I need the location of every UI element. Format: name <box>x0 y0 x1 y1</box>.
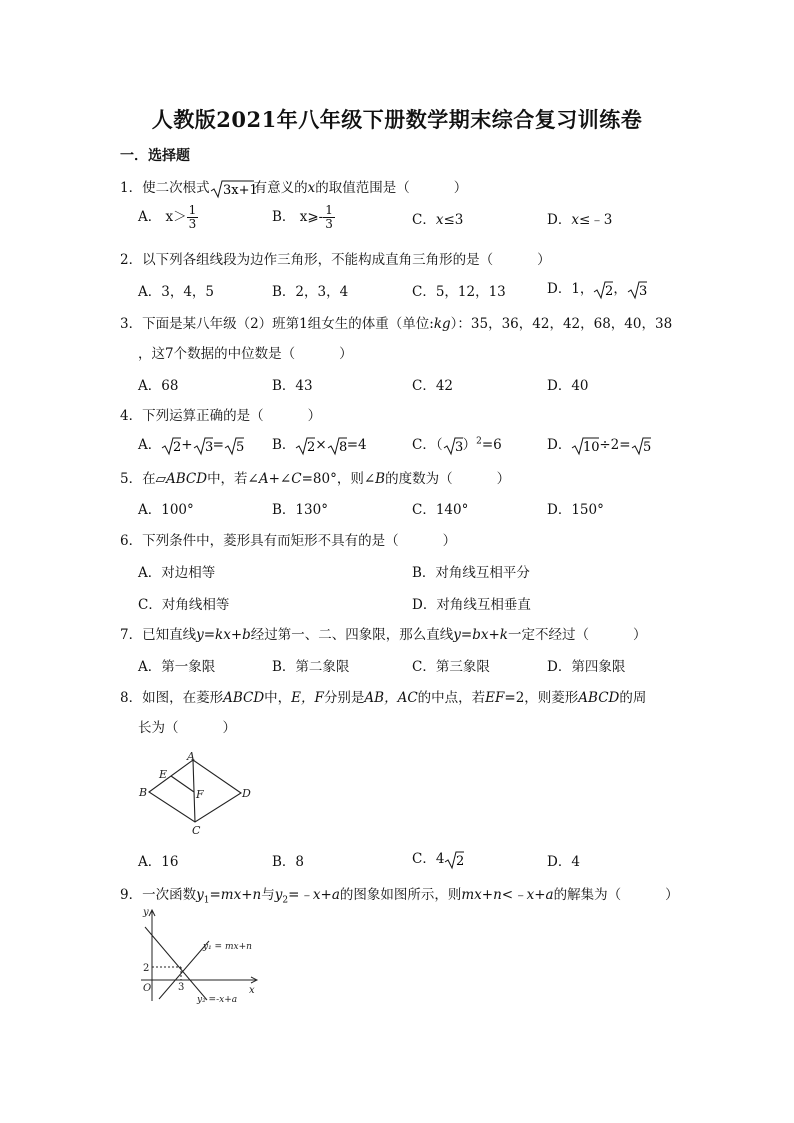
option-a[interactable]: A．16 <box>138 854 179 870</box>
variable: x <box>307 180 316 196</box>
option-d[interactable]: D．4 <box>547 854 580 870</box>
question-6 <box>120 529 456 549</box>
question-text: ） <box>442 533 457 549</box>
question-text: ） <box>339 346 353 362</box>
option-a[interactable]: A．68 <box>138 378 179 394</box>
question-text: 如图，在菱形 <box>142 690 224 706</box>
question-text: 与 <box>261 887 275 903</box>
question-text: ） <box>665 887 679 903</box>
sqrt-icon <box>295 436 315 456</box>
option-b[interactable]: B．2，3，4 <box>272 284 349 300</box>
question-8-line-2 <box>138 716 236 736</box>
question-text: 的周 <box>619 690 647 706</box>
sqrt-icon <box>193 436 213 456</box>
page-title: 人教版2021年八年级下册数学期末综合复习训练卷 <box>151 107 643 132</box>
variable: ABCD <box>578 690 620 706</box>
label-f: F <box>196 788 204 801</box>
question-text: 的解集为（ <box>553 887 622 903</box>
sqrt-icon <box>210 179 258 199</box>
option-b[interactable]: B．第二象限 <box>272 659 350 675</box>
question-number: 1． <box>120 180 143 196</box>
question-text: ） <box>537 252 551 268</box>
section-heading: 一．选择题 <box>120 148 190 164</box>
radicand: 8 <box>338 439 348 455</box>
variable: x <box>571 212 579 228</box>
subscript: 2 <box>282 895 289 906</box>
question-number: 9． <box>120 887 143 903</box>
operator: =6 <box>481 437 502 453</box>
option-b[interactable] <box>272 433 367 456</box>
sqrt-icon <box>593 280 613 300</box>
question-text: 的度数为（ <box>385 471 453 487</box>
radicand: 3 <box>454 439 463 455</box>
option-label: D． <box>547 437 572 453</box>
option-c[interactable] <box>412 208 463 228</box>
options-8 <box>138 850 698 872</box>
variable: B <box>375 471 386 487</box>
label-b: B <box>139 786 148 799</box>
question-3-line-2 <box>138 342 353 362</box>
sqrt-icon <box>161 436 181 456</box>
variable: E，F <box>291 690 324 706</box>
radicand: 10 <box>583 439 600 455</box>
fraction <box>323 204 335 231</box>
label-3: 3 <box>178 982 185 993</box>
options-2 <box>138 280 698 302</box>
question-5 <box>120 467 510 487</box>
option-label: B． <box>272 209 296 225</box>
equation: =mx+n <box>209 887 262 903</box>
fraction <box>187 204 199 231</box>
radicand: 3x+1 <box>222 182 258 198</box>
option-text: x＞ <box>165 209 187 225</box>
option-b[interactable]: B．43 <box>272 378 313 394</box>
question-9 <box>120 883 679 906</box>
option-c[interactable] <box>412 847 464 870</box>
radicand: 5 <box>235 439 245 455</box>
option-c[interactable] <box>412 433 502 456</box>
sqrt-icon <box>627 280 647 300</box>
question-text: 以下列各组线段为边作三角形，不能构成直角三角形的是（ <box>142 252 494 268</box>
operator: ÷2= <box>599 437 631 453</box>
question-text: 一次函数 <box>142 887 197 903</box>
option-text: x⩾- <box>299 209 324 225</box>
options-6-row-2 <box>138 593 698 615</box>
option-label: D． <box>547 212 572 228</box>
numerator: 1 <box>188 203 197 217</box>
option-label: C．（ <box>412 437 443 453</box>
question-text: ） <box>496 471 511 487</box>
option-label: B． <box>272 437 296 453</box>
label-c: C <box>192 824 201 837</box>
option-label: A． <box>138 209 162 225</box>
option-text: ≤﹣3 <box>578 212 613 228</box>
operator: =4 <box>346 437 367 453</box>
question-text: 下列条件中，菱形具有而矩形不具有的是（ <box>142 533 399 549</box>
question-text: 的中点，若 <box>417 690 486 706</box>
question-text: 一定不经过（ <box>507 627 589 643</box>
question-number: 7． <box>120 627 143 643</box>
question-2 <box>120 248 551 268</box>
label-a: A <box>187 750 195 763</box>
operator: × <box>315 437 327 453</box>
option-c[interactable]: C．140° <box>412 502 469 518</box>
option-c[interactable]: C．5，12，13 <box>412 284 506 300</box>
option-d[interactable] <box>547 277 647 300</box>
variable: y <box>274 887 283 903</box>
line-y2 <box>145 927 207 1000</box>
question-text: ）：35，36，42，42，68，40，38 <box>450 316 673 332</box>
option-text: ） <box>462 437 477 453</box>
question-number: 3． <box>120 316 143 332</box>
options-1 <box>138 203 698 231</box>
question-text: 的取值范围是（ <box>315 180 410 196</box>
option-label: C． <box>412 212 436 228</box>
question-number: 4． <box>120 408 143 424</box>
option-d[interactable] <box>547 433 651 456</box>
question-3 <box>120 312 672 332</box>
option-d[interactable]: D．第四象限 <box>547 659 626 675</box>
variable: A <box>258 471 269 487</box>
question-text: ） <box>453 180 468 196</box>
equation: =﹣x+a <box>288 887 340 903</box>
options-6-row-1 <box>138 561 698 583</box>
options-3 <box>138 374 698 396</box>
options-5 <box>138 498 698 520</box>
variable: EF <box>485 690 505 706</box>
option-d[interactable]: D．40 <box>547 378 589 394</box>
subscript: 1 <box>203 895 210 906</box>
variable: C <box>291 471 302 487</box>
equation: mx+n <box>461 887 502 903</box>
label-d: D <box>242 787 251 800</box>
question-text: 经过第一、二、四象限，那么直线 <box>250 627 454 643</box>
option-text: D．1， <box>547 281 594 297</box>
question-text: 下列运算正确的是（ <box>142 408 264 424</box>
variable: x <box>435 212 444 228</box>
exponent: 2 <box>476 436 482 447</box>
label-2: 2 <box>143 963 150 974</box>
option-c[interactable]: C．42 <box>412 378 454 394</box>
segment-ef <box>171 776 194 792</box>
variable: y <box>196 887 204 903</box>
sqrt-icon <box>631 436 651 456</box>
options-7 <box>138 655 698 677</box>
question-text: 的图象如图所示，则 <box>339 887 462 903</box>
option-a[interactable]: A．100° <box>138 502 194 518</box>
numerator: 1 <box>325 203 333 217</box>
option-b[interactable]: B．对角线互相平分 <box>412 565 530 581</box>
question-number: 2． <box>120 252 143 268</box>
option-d[interactable]: D．150° <box>547 502 604 518</box>
label-y: y <box>143 907 149 918</box>
sqrt-icon <box>224 436 244 456</box>
option-d[interactable]: D．对角线互相垂直 <box>412 597 531 613</box>
sqrt-icon <box>571 436 599 456</box>
option-b[interactable] <box>272 204 335 231</box>
option-a[interactable]: A．3，4，5 <box>138 284 215 300</box>
question-text: +∠ <box>268 471 292 487</box>
question-1 <box>120 176 467 199</box>
unit: kg <box>433 316 451 332</box>
rhombus-figure <box>135 750 255 836</box>
question-text: 下面是某八年级（2）班第1组女生的体重（单位: <box>142 316 434 332</box>
label-line-y2: y₂ =-x+a <box>197 995 238 1005</box>
variable: AB，AC <box>364 690 418 706</box>
sqrt-icon <box>327 436 347 456</box>
option-d[interactable] <box>547 208 612 228</box>
question-text: ） <box>222 720 236 736</box>
option-a[interactable]: A．第一象限 <box>138 659 216 675</box>
operator: = <box>212 437 224 453</box>
question-number: 6． <box>120 533 143 549</box>
label-x: x <box>249 985 255 996</box>
question-number: 5． <box>120 471 143 487</box>
label-origin: O <box>143 983 152 994</box>
denominator: 3 <box>188 217 197 231</box>
radicand: 3 <box>638 283 648 299</box>
radicand: 2 <box>173 439 182 455</box>
variable: ABCD <box>223 690 265 706</box>
radicand: 2 <box>605 283 614 299</box>
question-text: =2，则菱形 <box>504 690 579 706</box>
equation: <﹣x+a <box>501 887 554 903</box>
option-a[interactable] <box>138 204 198 231</box>
question-text: 已知直线 <box>142 627 197 643</box>
equation: y=bx+k <box>453 627 508 643</box>
question-text: 有意义的 <box>253 180 308 196</box>
question-8 <box>120 686 646 706</box>
radicand: 2 <box>456 853 465 869</box>
label-e: E <box>159 768 168 781</box>
question-number: 8． <box>120 690 143 706</box>
question-text: 中， <box>264 690 292 706</box>
option-a[interactable]: A．对边相等 <box>138 565 216 581</box>
radicand: 2 <box>307 439 316 455</box>
option-b[interactable]: B．130° <box>272 502 328 518</box>
label-line-y1: y₁ = mx+n <box>203 942 252 952</box>
option-label: A． <box>138 437 162 453</box>
option-b[interactable]: B．8 <box>272 854 305 870</box>
option-a[interactable] <box>138 433 244 456</box>
denominator: 3 <box>325 217 333 231</box>
option-c[interactable]: C．第三象限 <box>412 659 490 675</box>
linear-function-graph <box>135 905 265 1005</box>
operator: + <box>181 437 193 453</box>
options-4 <box>138 433 698 455</box>
option-text: ≤3 <box>443 212 464 228</box>
sqrt-icon <box>444 850 464 870</box>
question-text: ） <box>632 627 647 643</box>
radicand: 3 <box>204 439 213 455</box>
question-text: 分别是 <box>323 690 365 706</box>
question-4 <box>120 404 321 424</box>
question-text: ，这7个数据的中位数是（ <box>138 346 296 362</box>
question-text: ） <box>307 408 322 424</box>
equation: y=kx+b <box>196 627 251 643</box>
variable: ABCD <box>165 471 208 487</box>
sqrt-icon <box>443 436 463 456</box>
question-text: 在▱ <box>142 471 166 487</box>
question-text: =80°，则∠ <box>301 471 376 487</box>
option-c[interactable]: C．对角线相等 <box>138 597 230 613</box>
question-7 <box>120 623 646 643</box>
option-text: ， <box>613 281 627 297</box>
radicand: 5 <box>642 439 651 455</box>
question-text: 长为（ <box>138 720 179 736</box>
question-text: 中，若∠ <box>207 471 259 487</box>
question-text: 使二次根式 <box>142 180 210 196</box>
option-text: C．4 <box>412 851 445 867</box>
